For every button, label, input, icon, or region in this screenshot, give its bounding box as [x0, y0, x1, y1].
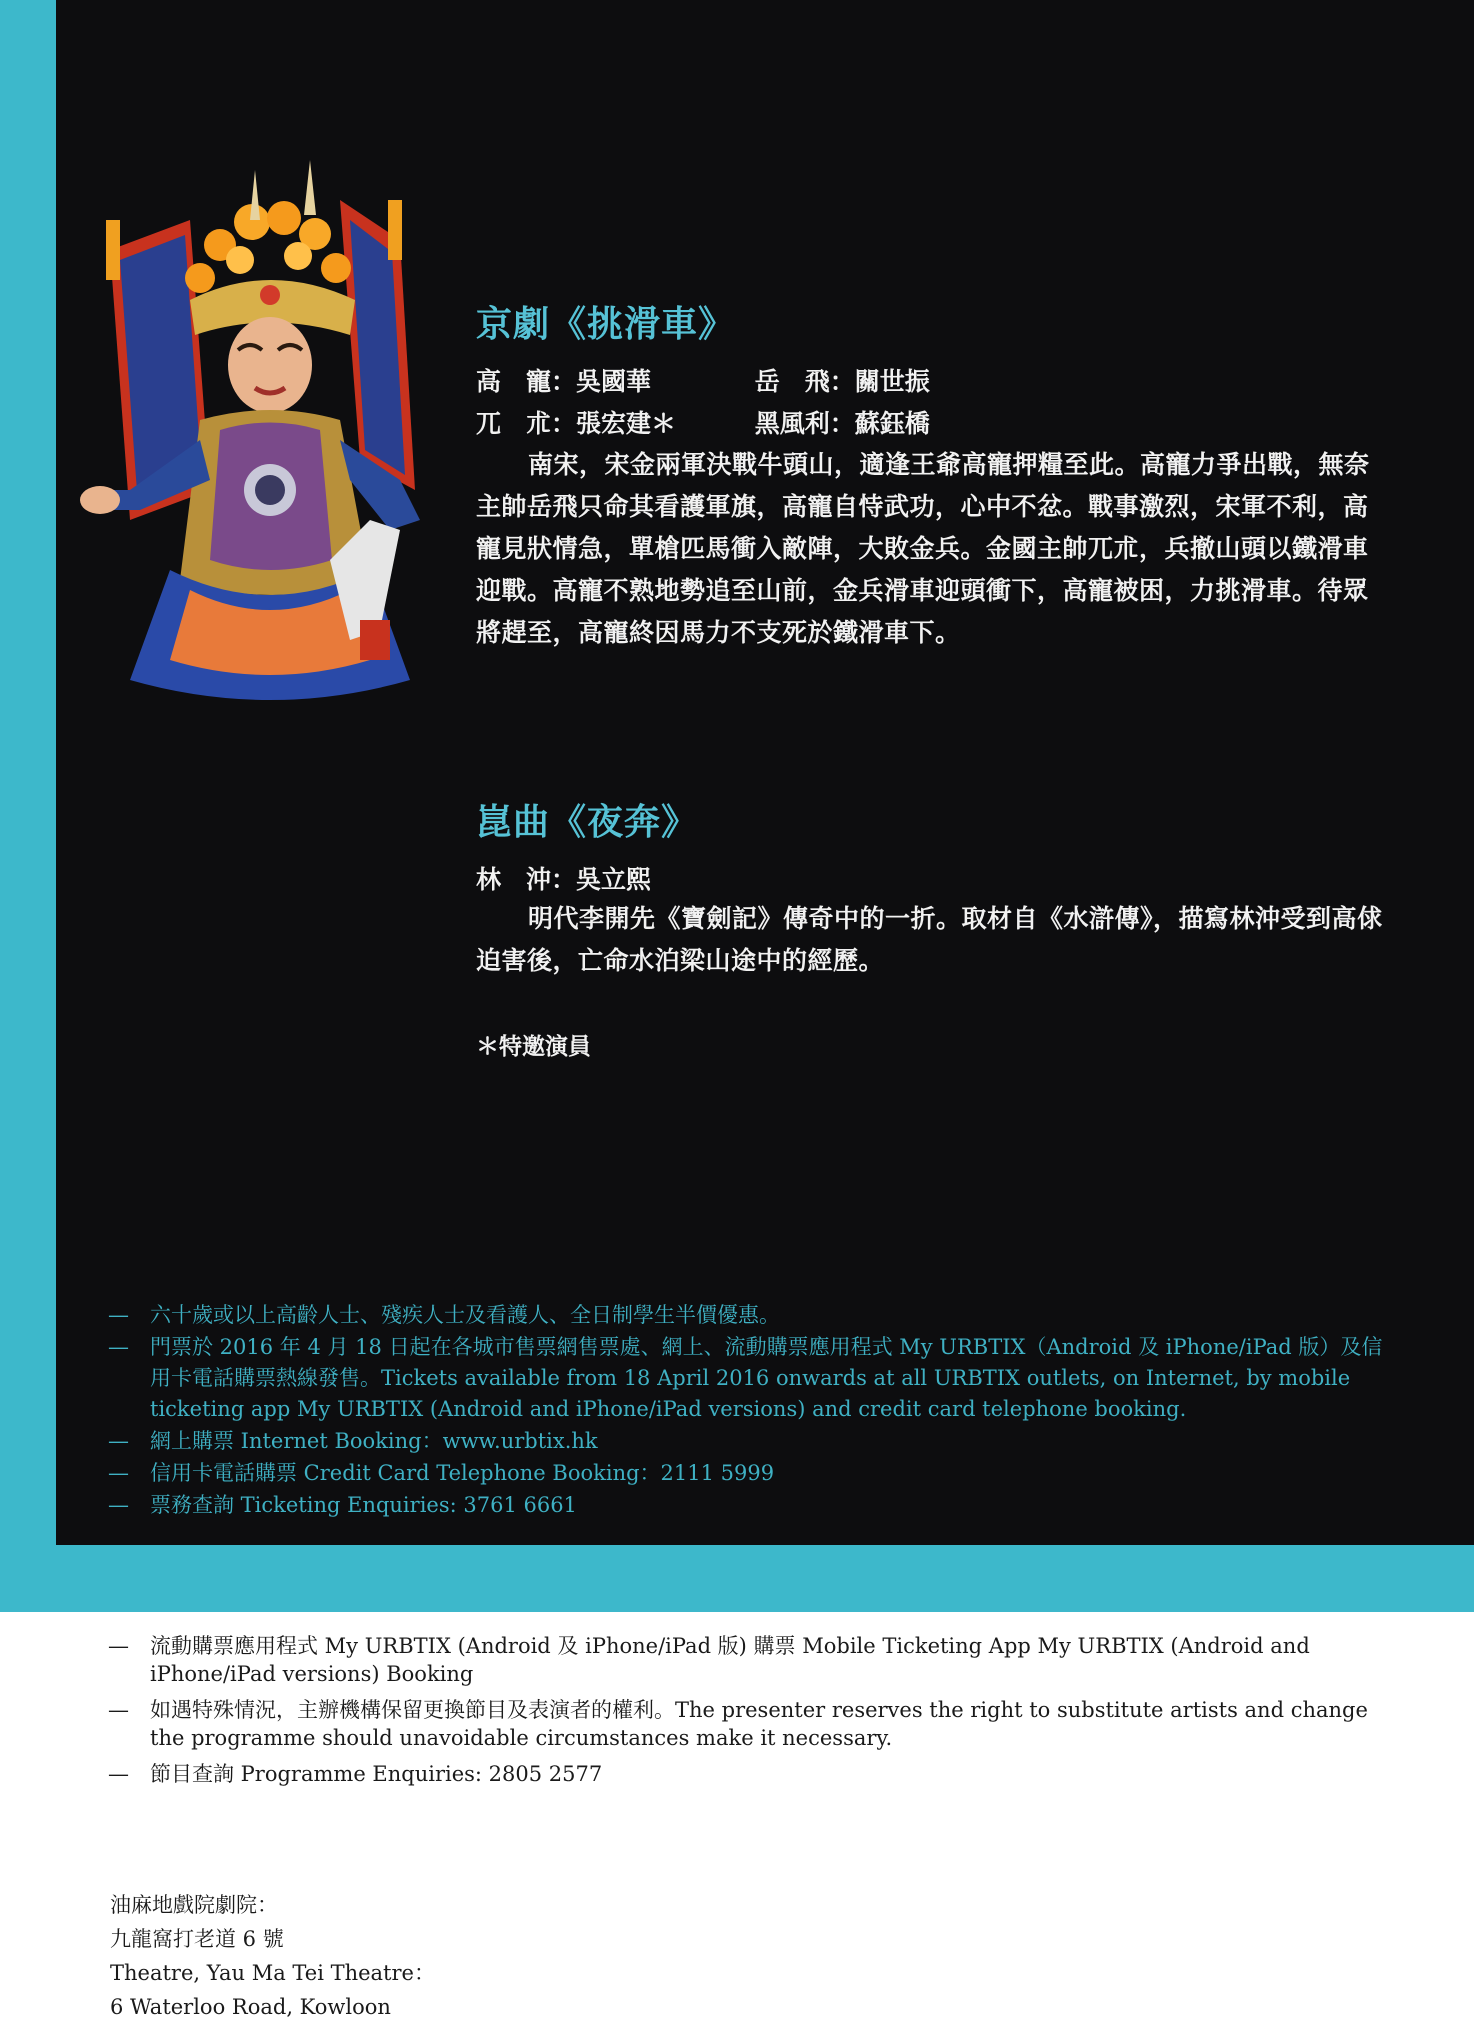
- section-1-title: 京劇《挑滑車》: [476, 303, 736, 345]
- cast-entry: 高 寵：吳國華: [476, 362, 746, 398]
- section-1-synopsis: 南宋，宋金兩軍決戰牛頭山，適逢王爺高寵押糧至此。高寵力爭出戰，無奈主帥岳飛只命其看護軍旗，高寵自恃武功，心中不忿。戰事激烈，宋軍不利，高寵見狀情急，單槍匹馬衝入敵陣，大敗金兵。金國主帥兀朮，兵撤山頭以鐵滑車迎戰。高寵不熟地勢追至山前，金兵滑車迎頭衝下，高寵被困，力挑滑車。待眾將趕至，高寵終因馬力不支死於鐵滑車下。: [476, 450, 1370, 647]
- actor-name: 蘇鈺橋: [854, 409, 930, 438]
- role-name: 高 寵: [476, 367, 552, 396]
- guest-artist-note: ＊特邀演員: [476, 1033, 591, 1060]
- role-name: 黑風利: [754, 409, 830, 438]
- ticket-info-item: — 六十歲或以上高齡人士、殘疾人士及看護人、全日制學生半價優惠。: [108, 1300, 1384, 1331]
- role-name: 林 沖: [476, 865, 552, 894]
- ticket-info-item: — 網上購票 Internet Booking：www.urbtix.hk: [108, 1426, 1384, 1457]
- venue-en-address: 6 Waterloo Road, Kowloon: [110, 1995, 391, 2019]
- venue-zh-name: 油麻地戲院劇院：: [110, 1893, 278, 1917]
- cast-row-1: [476, 362, 930, 398]
- cast-entry: 林 沖：吳立熙: [476, 860, 651, 896]
- actor-name: 關世振: [854, 367, 930, 396]
- actor-name: 吳立熙: [576, 865, 652, 894]
- cast-row-3: [476, 860, 651, 896]
- section-2-synopsis: 明代李開先《寶劍記》傳奇中的一折。取材自《水滸傳》，描寫林沖受到高俅迫害後，亡命水泊梁山途中的經歷。: [476, 904, 1383, 975]
- ticket-info-item: — 信用卡電話購票 Credit Card Telephone Booking：2111 5999: [108, 1458, 1384, 1489]
- general-info-item: — 節目查詢 Programme Enquiries: 2805 2577: [108, 1760, 1384, 1788]
- ticket-info-list: [108, 1300, 1384, 1522]
- role-name: 兀 朮: [476, 409, 552, 438]
- section-2-title: 崑曲《夜奔》: [476, 801, 699, 843]
- ticket-info-item: — 票務查詢 Ticketing Enquiries: 3761 6661: [108, 1490, 1384, 1521]
- peking-opera-warrior-figure-icon: [70, 160, 460, 720]
- cast-row-2: [476, 404, 930, 440]
- role-name: 岳 飛: [754, 367, 830, 396]
- ticket-info-item: — 門票於 2016 年 4 月 18 日起在各城市售票網售票處、網上、流動購票應用程式 My URBTIX（Android 及 iPhone/iPad 版）及信用卡電話購票熱線發售。Tickets available from 18 April 2016 onwards at all URBTIX outlets, on Internet, by mobile ticketing app My URBTIX (Android and iPhone/iPad versions) and credit card telephone booking.: [108, 1332, 1384, 1425]
- cast-entry: 岳 飛：關世振: [755, 362, 930, 398]
- general-info-list: [108, 1632, 1384, 1796]
- general-info-item: — 如遇特殊情況，主辦機構保留更換節目及表演者的權利。The presenter reserves the right to substitute artists and change the programme should unavoidable circumstances make it necessary.: [108, 1696, 1384, 1752]
- cast-entry: 黑風利：蘇鈺橋: [755, 404, 930, 440]
- cast-entry: 兀 朮：張宏建＊: [476, 404, 746, 440]
- venue-block: [110, 1888, 435, 2024]
- venue-zh-address: 九龍窩打老道 6 號: [110, 1927, 284, 1951]
- venue-en-name: Theatre, Yau Ma Tei Theatre：: [110, 1961, 435, 1985]
- general-info-item: — 流動購票應用程式 My URBTIX (Android 及 iPhone/iPad 版) 購票 Mobile Ticketing App My URBTIX (Android and iPhone/iPad versions) Booking: [108, 1632, 1384, 1688]
- actor-name: 張宏建＊: [576, 409, 677, 438]
- actor-name: 吳國華: [576, 367, 652, 396]
